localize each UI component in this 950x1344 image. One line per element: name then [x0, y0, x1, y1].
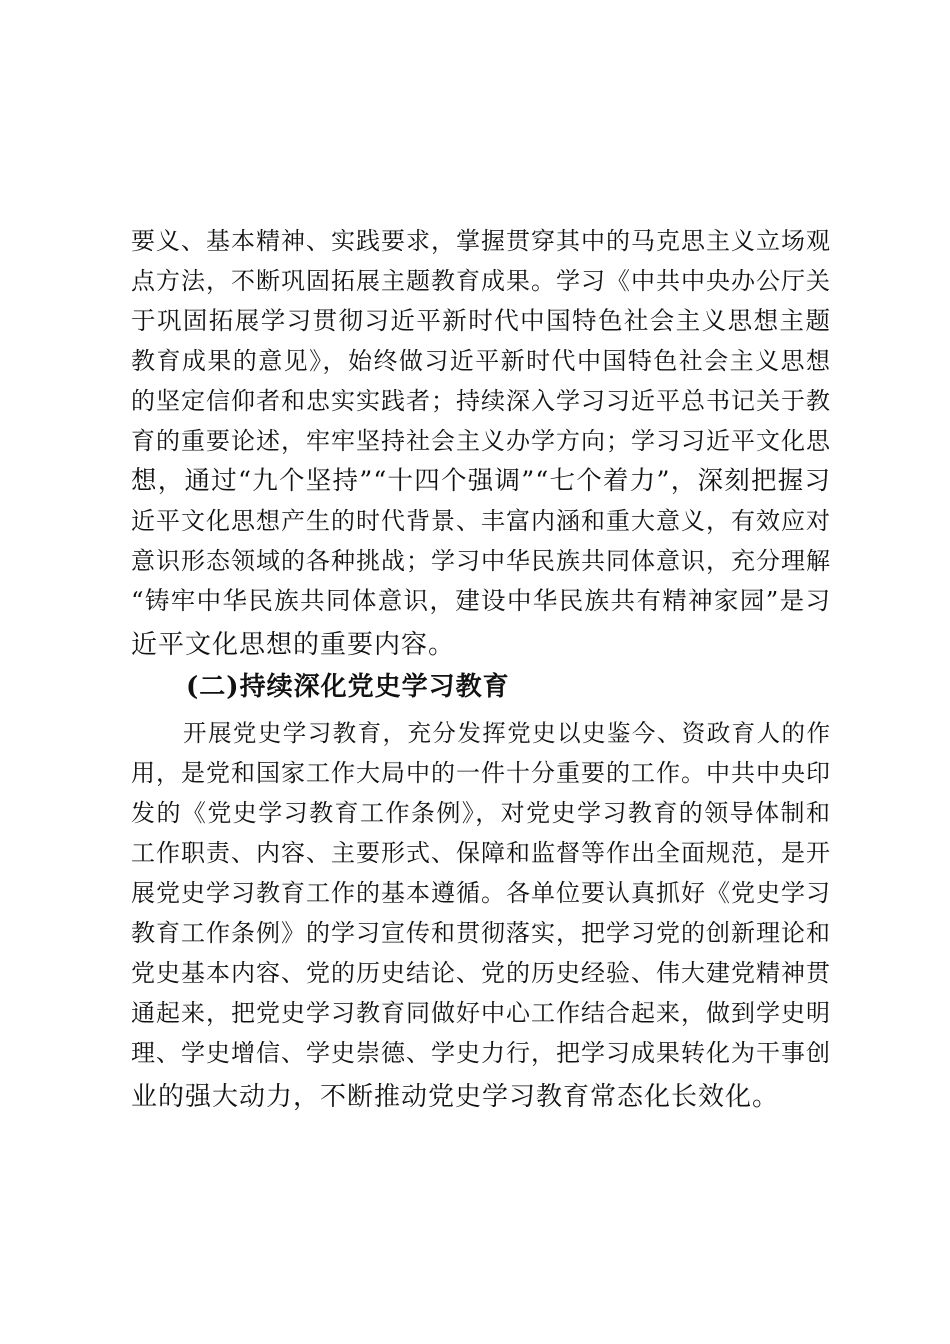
paragraph2-line: 业的强大动力，不断推动党史学习教育常态化长效化。 [131, 1082, 780, 1112]
paragraph1-line: 教育成果的意见》，始终做习近平新时代中国特色社会主义思想 [131, 347, 831, 375]
paragraph2-line: 用，是党和国家工作大局中的一件十分重要的工作。中共中央印 [131, 759, 831, 787]
paragraph2-line: 展党史学习教育工作的基本遵循。各单位要认真抓好《党史学习 [131, 879, 831, 907]
paragraph1-line: 点方法，不断巩固拓展主题教育成果。学习《中共中央办公厅关 [131, 267, 831, 295]
paragraph1-line: “铸牢中华民族共同体意识，建设中华民族共有精神家园”是习 [131, 586, 831, 615]
section-heading: (二)持续深化党史学习教育 [186, 672, 510, 702]
paragraph1-line: 育的重要论述，牢牢坚持社会主义办学方向；学习习近平文化思 [131, 427, 831, 455]
paragraph2-line: 通起来，把党史学习教育同做好中心工作结合起来，做到学史明 [131, 999, 831, 1027]
paragraph2-line: 开展党史学习教育，充分发挥党史以史鉴今、资政育人的作 [183, 719, 831, 747]
paragraph1-line: 的坚定信仰者和忠实实践者；持续深入学习习近平总书记关于教 [131, 387, 831, 415]
paragraph2-line: 理、学史增信、学史崇德、学史力行，把学习成果转化为干事创 [131, 1039, 831, 1067]
paragraph2-line: 教育工作条例》的学习宣传和贯彻落实，把学习党的创新理论和 [131, 919, 831, 947]
paragraph1-line: 想，通过“九个坚持”“十四个强调”“七个着力”，深刻把握习 [131, 466, 831, 496]
paragraph2-line: 发的《党史学习教育工作条例》，对党史学习教育的领导体制和 [131, 799, 831, 827]
paragraph1-line: 近平文化思想产生的时代背景、丰富内涵和重大意义，有效应对 [131, 507, 831, 535]
paragraph1-line: 要义、基本精神、实践要求，掌握贯穿其中的马克思主义立场观 [131, 227, 831, 255]
paragraph1-line: 近平文化思想的重要内容。 [131, 630, 456, 660]
paragraph2-line: 党史基本内容、党的历史结论、党的历史经验、伟大建党精神贯 [131, 959, 831, 987]
paragraph2-line: 工作职责、内容、主要形式、保障和监督等作出全面规范，是开 [131, 839, 831, 867]
paragraph1-line: 意识形态领域的各种挑战；学习中华民族共同体意识，充分理解 [131, 547, 831, 575]
paragraph1-line: 于巩固拓展学习贯彻习近平新时代中国特色社会主义思想主题 [131, 306, 831, 335]
